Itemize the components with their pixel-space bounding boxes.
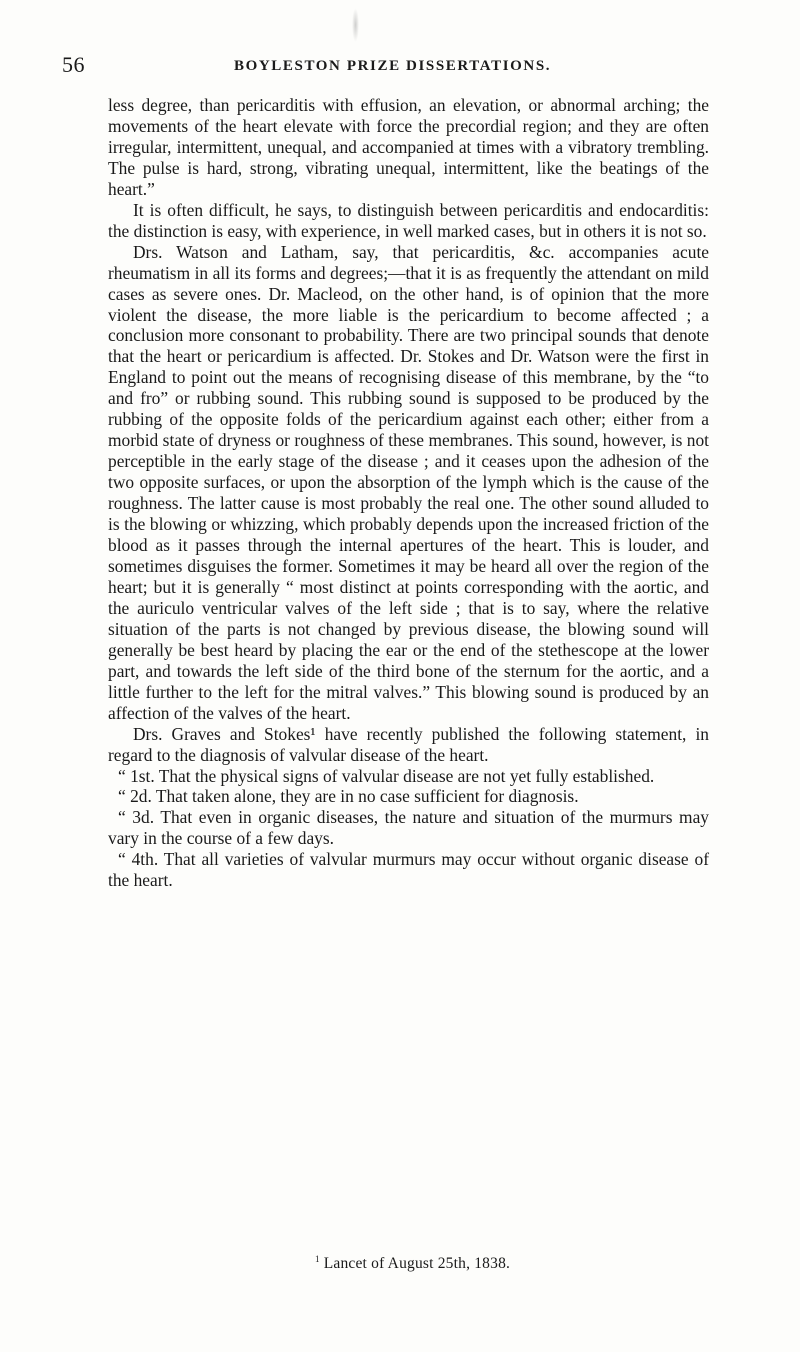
paragraph: Drs. Graves and Stokes¹ have recently published the following statement, in regard to the diagnosis of valvular disease of the heart. (108, 723, 709, 765)
list-item: “ 2d. That taken alone, they are in no case sufficient for diagnosis. (118, 786, 579, 807)
list-item: “ 4th. That all varieties of valvular murmurs may occur without organic disease of the heart. (108, 849, 709, 891)
page-number: 56 (62, 52, 85, 77)
paragraph: It is often difficult, he says, to distinguish between pericarditis and endocarditis: the distinction is easy, with experience, in well marked cases, but in others it is not so. (108, 199, 709, 241)
footnote (315, 1254, 510, 1273)
body-text (108, 95, 709, 891)
page-header (62, 52, 762, 82)
list-item: “ 3d. That even in organic diseases, the nature and situation of the murmurs may vary in the course of a few days. (108, 807, 709, 849)
running-head: BOYLESTON PRIZE DISSERTATIONS. (234, 58, 552, 74)
ink-stain (352, 8, 359, 42)
paragraph: Drs. Watson and Latham, say, that pericarditis, &c. accompanies acute rheumatism in all its forms and degrees;—that it is as frequently the attendant on mild cases as severe ones. Dr. Macleod, on the other hand, is of opinion that the more violent the disease, the more liable is the pericardium to become affected ; a conclusion more consonant to probability. There are two principal sounds that denote that the heart or pericardium is affected. Dr. Stokes and Dr. Watson were the first in England to point out the means of recognising disease of this membrane, by the “to and fro” or rubbing sound. This rubbing sound is supposed to be produced by the rubbing of the opposite folds of the pericardium against each other; either from a morbid state of dryness or roughness of these membranes. This sound, however, is not perceptible in the early stage of the disease ; and it ceases upon the adhesion of the two opposite surfaces, or upon the absorption of the lymph which is the cause of the roughness. The latter cause is most probably the real one. The other sound alluded to is the blowing or whizzing, which probably depends upon the increased friction of the blood as it passes through the internal apertures of the heart. This is louder, and sometimes disguises the former. Sometimes it may be heard all over the region of the heart; but it is generally “ most distinct at points corresponding with the aortic, and the auriculo ventricular valves of the left side ; that is to say, where the relative situation of the parts is not changed by previous disease, the blowing sound will generally be best heard by placing the ear or the end of the stethescope at the lower part, and towards the left side of the third bone of the sternum for the aortic, and a little further to the left for the mitral valves.” This blowing sound is produced by an affection of the valves of the heart. (108, 241, 709, 723)
paragraph-continuation: less degree, than pericarditis with effusion, an elevation, or abnormal arching; the movements of the heart elevate with force the precordial region; and they are often irregular, intermittent, unequal, and accompanied at times with a vibratory trembling. The pulse is hard, strong, vibrating unequal, intermittent, like the beatings of the heart.” (108, 95, 709, 199)
footnote-text: Lancet of August 25th, 1838. (323, 1255, 511, 1273)
list-item: “ 1st. That the physical signs of valvular disease are not yet fully established. (118, 765, 655, 786)
footnote-marker: 1 (315, 1254, 320, 1264)
